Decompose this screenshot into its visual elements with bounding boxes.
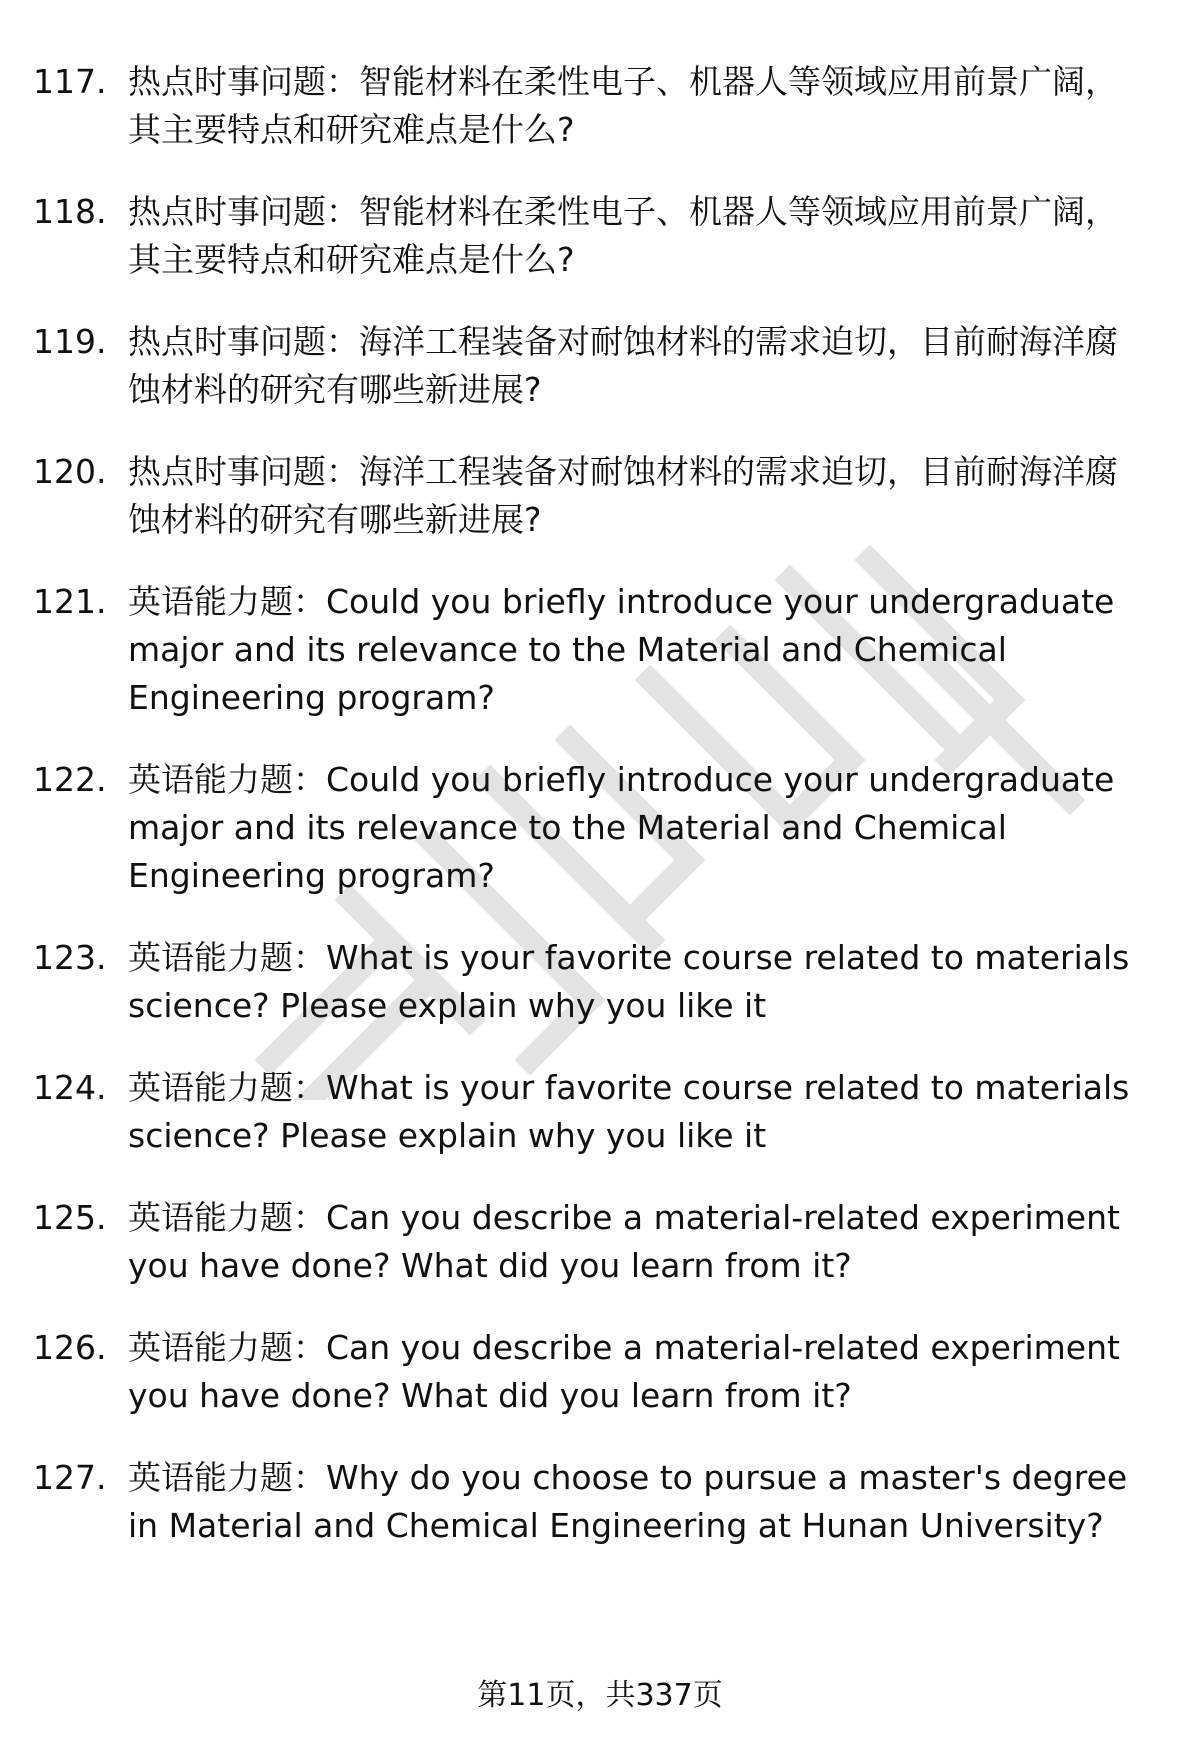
list-item (0, 578, 1200, 722)
question-text: 英语能力题：Could you briefly introduce your undergraduate major and its relevance to the Material and Chemical Engineering program? (128, 760, 1115, 895)
question-number: 124. (33, 1068, 107, 1107)
question-text: 热点时事问题：海洋工程装备对耐蚀材料的需求迫切，目前耐海洋腐蚀材料的研究有哪些新进展? (128, 322, 1118, 409)
list-item (0, 188, 1200, 284)
question-number: 118. (33, 192, 107, 231)
list-item (0, 448, 1200, 544)
question-number: 117. (33, 62, 107, 101)
question-text: 英语能力题：Can you describe a material-related experiment you have done? What did you learn from it? (128, 1198, 1120, 1285)
list-item (0, 318, 1200, 414)
list-item (0, 58, 1200, 154)
question-text: 英语能力题：Could you briefly introduce your undergraduate major and its relevance to the Material and Chemical Engineering program? (128, 582, 1115, 717)
question-number: 127. (33, 1458, 107, 1497)
question-list (0, 58, 1200, 1584)
question-number: 123. (33, 938, 107, 977)
question-number: 122. (33, 760, 107, 799)
question-text: 热点时事问题：海洋工程装备对耐蚀材料的需求迫切，目前耐海洋腐蚀材料的研究有哪些新进展? (128, 452, 1118, 539)
list-item (0, 1064, 1200, 1160)
page-footer: 第11页，共337页 (477, 1678, 723, 1713)
question-text: 英语能力题：What is your favorite course related to materials science? Please explain why you like it (128, 938, 1130, 1025)
question-number: 120. (33, 452, 107, 491)
question-number: 125. (33, 1198, 107, 1237)
list-item (0, 1194, 1200, 1290)
list-item (0, 934, 1200, 1030)
question-text: 英语能力题：Can you describe a material-related experiment you have done? What did you learn from it? (128, 1328, 1120, 1415)
question-number: 126. (33, 1328, 107, 1367)
list-item (0, 1324, 1200, 1420)
question-text: 热点时事问题：智能材料在柔性电子、机器人等领域应用前景广阔，其主要特点和研究难点是什么? (128, 192, 1118, 279)
question-text: 热点时事问题：智能材料在柔性电子、机器人等领域应用前景广阔，其主要特点和研究难点是什么? (128, 62, 1118, 149)
list-item (0, 1454, 1200, 1550)
question-number: 119. (33, 322, 107, 361)
list-item (0, 756, 1200, 900)
question-text: 英语能力题：What is your favorite course related to materials science? Please explain why you like it (128, 1068, 1130, 1155)
question-text: 英语能力题：Why do you choose to pursue a master's degree in Material and Chemical Engineering at Hunan University? (128, 1458, 1128, 1545)
question-number: 121. (33, 582, 107, 621)
